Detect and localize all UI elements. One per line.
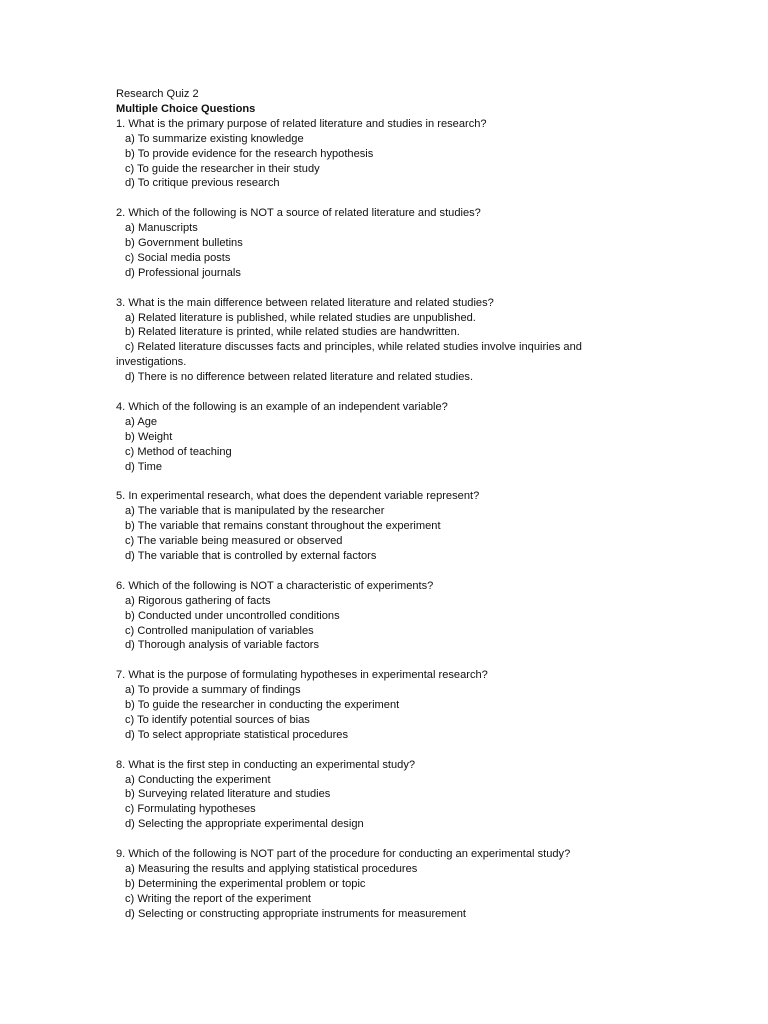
answer-option: c) To guide the researcher in their study	[125, 162, 320, 175]
question-6	[116, 579, 636, 654]
question-8	[116, 758, 636, 833]
answer-option: d) Thorough analysis of variable factors	[125, 639, 320, 652]
question-text: 3. What is the main difference between related literature and related studies?	[116, 296, 494, 309]
answer-option: d) Selecting the appropriate experimental design	[125, 818, 364, 831]
question-4	[116, 400, 636, 475]
answer-option: d) Selecting or constructing appropriate instruments for measurement	[125, 907, 466, 920]
question-text: 1. What is the primary purpose of related literature and studies in research?	[116, 117, 487, 130]
document-title: Research Quiz 2	[116, 88, 199, 100]
answer-option: d) There is no difference between related literature and related studies.	[125, 371, 474, 384]
answer-option: c) To identify potential sources of bias	[125, 713, 310, 726]
document-subtitle: Multiple Choice Questions	[116, 102, 256, 115]
question-text: 9. Which of the following is NOT part of the procedure for conducting an experimental study?	[116, 848, 571, 861]
answer-option: b) Government bulletins	[125, 237, 243, 250]
question-1	[116, 117, 636, 192]
document-page	[116, 87, 636, 922]
answer-option: a) Age	[125, 415, 158, 428]
answer-option: c) The variable being measured or observed	[125, 535, 343, 548]
answer-option: b) The variable that remains constant throughout the experiment	[125, 520, 441, 533]
answer-option: a) To summarize existing knowledge	[125, 132, 304, 145]
question-2	[116, 206, 636, 281]
question-text: 2. Which of the following is NOT a source of related literature and studies?	[116, 207, 481, 220]
question-text: 8. What is the first step in conducting an experimental study?	[116, 758, 416, 771]
question-9	[116, 847, 636, 922]
answer-option: d) To critique previous research	[125, 177, 280, 190]
answer-option: b) Conducted under uncontrolled conditions	[125, 609, 340, 622]
answer-option: d) Time	[125, 460, 162, 473]
answer-option: d) The variable that is controlled by external factors	[125, 550, 377, 563]
answer-option: a) To provide a summary of findings	[125, 684, 301, 697]
answer-option-line: c) Related literature discusses facts and principles, while related studies involve inquiries and	[125, 341, 582, 354]
answer-option: a) Rigorous gathering of facts	[125, 594, 271, 607]
question-3	[116, 296, 636, 385]
answer-option: b) To provide evidence for the research hypothesis	[125, 147, 374, 160]
question-7	[116, 668, 636, 743]
answer-option: d) Professional journals	[125, 266, 241, 279]
question-5	[116, 489, 636, 564]
question-text: 7. What is the purpose of formulating hypotheses in experimental research?	[116, 669, 488, 682]
question-text: 5. In experimental research, what does the dependent variable represent?	[116, 490, 480, 503]
answer-option: a) Manuscripts	[125, 222, 198, 235]
answer-option: d) To select appropriate statistical procedures	[125, 728, 349, 741]
answer-option: a) Conducting the experiment	[125, 773, 271, 786]
answer-option: a) Measuring the results and applying statistical procedures	[125, 863, 418, 875]
answer-option: c) Controlled manipulation of variables	[125, 624, 314, 637]
answer-option: c) Social media posts	[125, 251, 231, 264]
question-text: 6. Which of the following is NOT a characteristic of experiments?	[116, 579, 434, 592]
answer-option: c) Method of teaching	[125, 445, 232, 458]
answer-option: b) Weight	[125, 430, 173, 443]
answer-option: b) Surveying related literature and studies	[125, 788, 331, 801]
answer-option: b) Related literature is printed, while related studies are handwritten.	[125, 326, 460, 339]
answer-option-continuation: investigations.	[116, 356, 187, 369]
answer-option: b) To guide the researcher in conducting the experiment	[125, 699, 400, 712]
answer-option: b) Determining the experimental problem or topic	[125, 877, 366, 890]
answer-option: a) The variable that is manipulated by the researcher	[125, 505, 385, 518]
answer-option: a) Related literature is published, while related studies are unpublished.	[125, 311, 476, 324]
answer-option	[116, 340, 636, 370]
answer-option: c) Formulating hypotheses	[125, 803, 256, 816]
answer-option: c) Writing the report of the experiment	[125, 892, 312, 905]
question-text: 4. Which of the following is an example of an independent variable?	[116, 400, 448, 413]
